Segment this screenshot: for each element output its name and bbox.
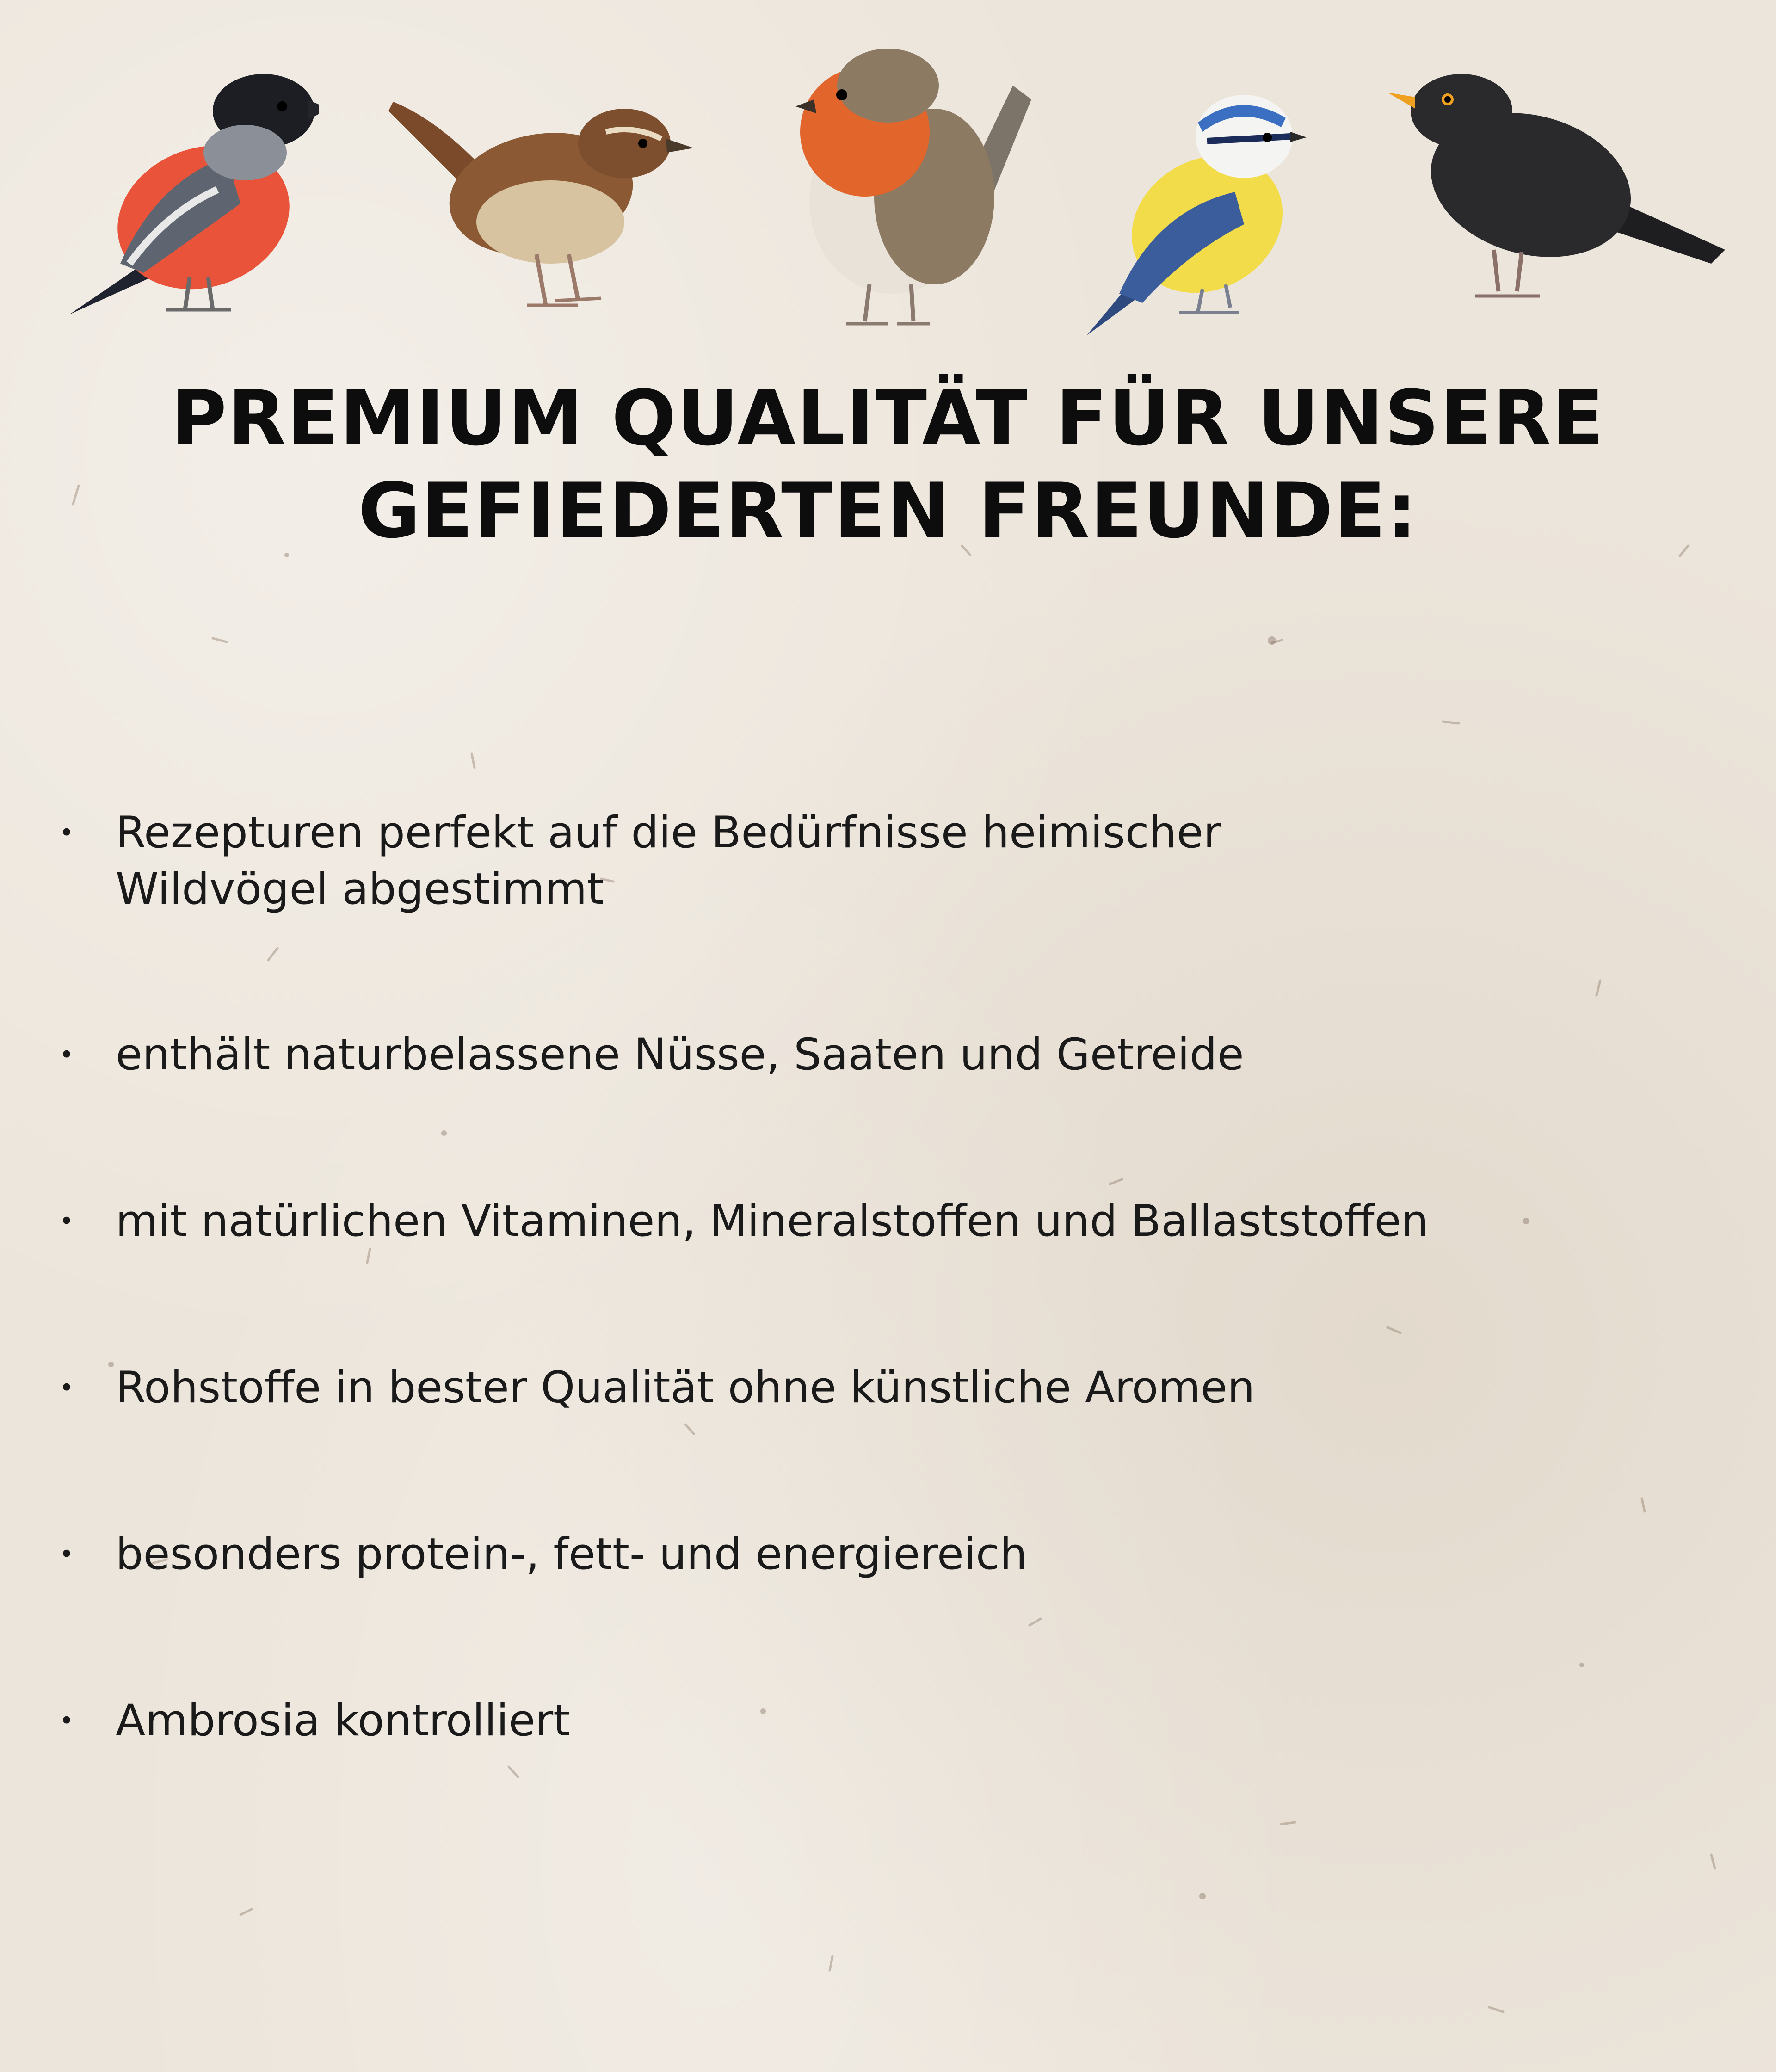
list-item bbox=[56, 1693, 1720, 1749]
feature-text: Rezepturen perfekt auf die Bedürfnisse heimischer Wildvögel abgestimmt bbox=[116, 808, 1221, 914]
feature-text: Ambrosia kontrolliert bbox=[116, 1696, 571, 1746]
bullet-icon: • bbox=[59, 1207, 74, 1236]
bird-illustrations bbox=[0, 0, 1776, 352]
bullfinch-illustration-icon bbox=[51, 65, 319, 324]
feature-text: besonders protein-, fett- und energiereich bbox=[116, 1529, 1028, 1579]
bullet-icon: • bbox=[59, 1373, 74, 1402]
bullet-icon: • bbox=[59, 1540, 74, 1569]
heading-line-2: GEFIEDERTEN FREUNDE: bbox=[358, 467, 1418, 555]
list-item bbox=[56, 805, 1720, 918]
blue-tit-illustration-icon bbox=[1082, 86, 1309, 345]
heading-line-1: PREMIUM QUALITÄT FÜR UNSERE bbox=[171, 374, 1605, 462]
list-item bbox=[56, 1526, 1720, 1583]
bullet-icon: • bbox=[59, 1040, 74, 1069]
list-item bbox=[56, 1360, 1720, 1416]
blackbird-illustration-icon bbox=[1388, 69, 1730, 310]
bullet-icon: • bbox=[59, 1706, 74, 1735]
wren-illustration-icon bbox=[384, 88, 698, 319]
list-item bbox=[56, 1193, 1720, 1250]
robin-illustration-icon bbox=[796, 49, 1036, 331]
feature-text: Rohstoffe in bester Qualität ohne künstliche Aromen bbox=[116, 1363, 1255, 1413]
feature-text: enthält naturbelassene Nüsse, Saaten und Getreide bbox=[116, 1030, 1244, 1080]
feature-text: mit natürlichen Vitaminen, Mineralstoffen und Ballaststoffen bbox=[116, 1196, 1429, 1246]
list-item bbox=[56, 1027, 1720, 1083]
page-heading bbox=[0, 372, 1776, 557]
bullet-icon: • bbox=[59, 818, 74, 847]
